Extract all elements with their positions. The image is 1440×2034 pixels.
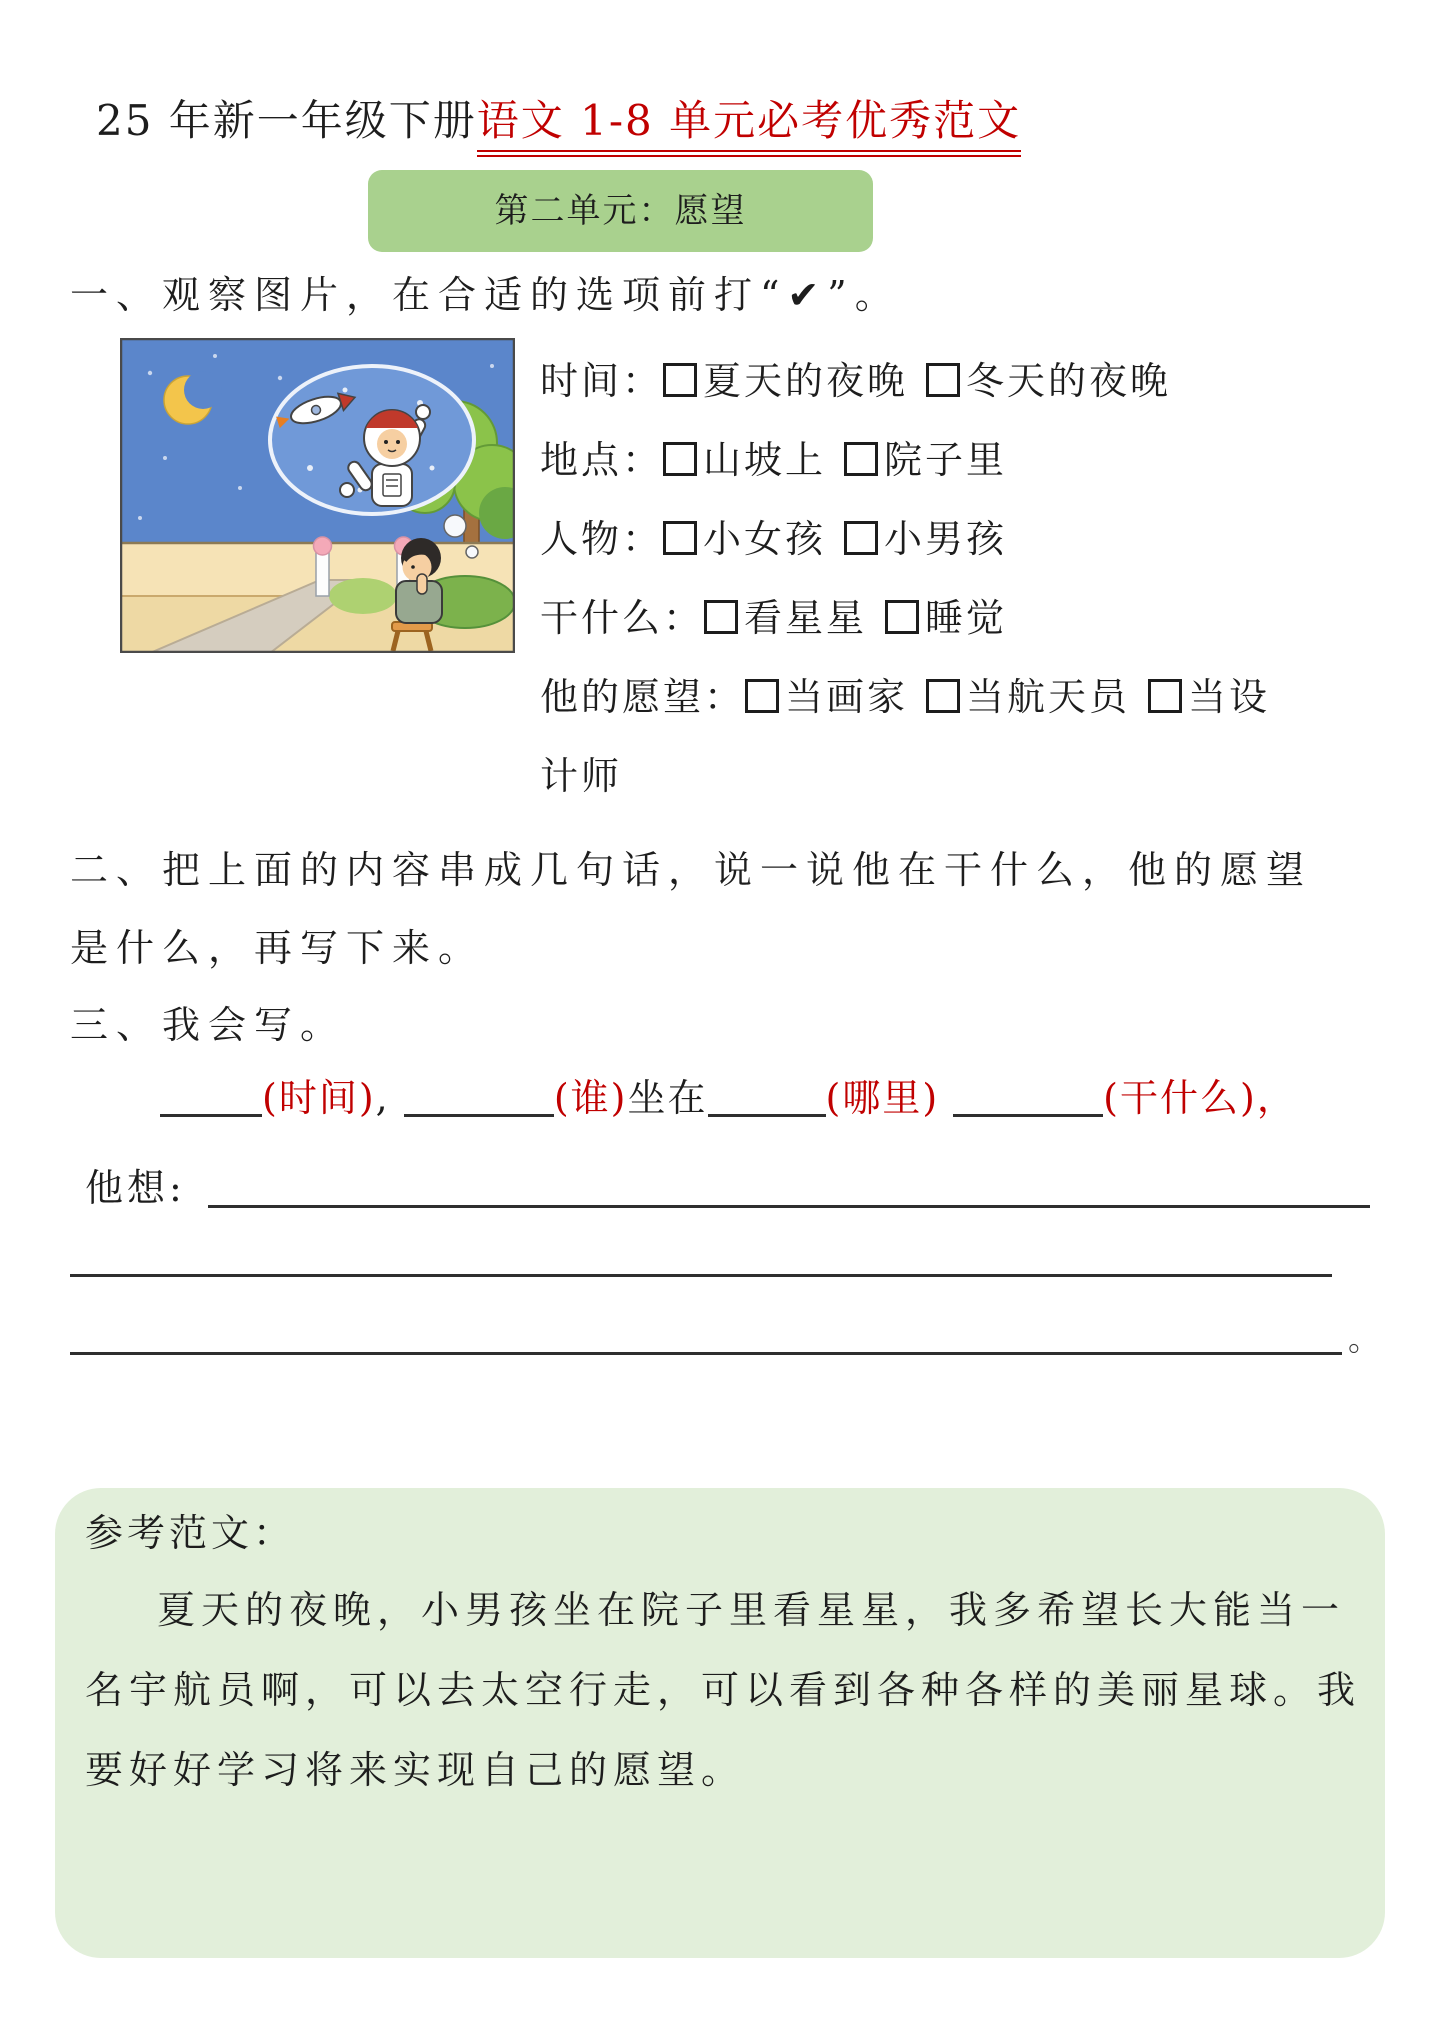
section2-line1: 二、把上面的内容串成几句话，说一说他在干什么，他的愿望	[70, 848, 1313, 892]
hint-where: (哪里)	[825, 1076, 940, 1120]
option-row-label: 时间：	[540, 359, 664, 403]
option-row-label: 地点：	[540, 438, 664, 482]
checkbox[interactable]	[926, 363, 960, 397]
bubble-trail-small	[466, 546, 478, 558]
answer-line-1[interactable]	[208, 1128, 1370, 1208]
blank-what[interactable]	[953, 1075, 1103, 1117]
reference-line: 名宇航员啊，可以去太空行走，可以看到各种各样的美丽星球。我	[85, 1668, 1362, 1712]
reference-line: 夏天的夜晚，小男孩坐在院子里看星星，我多希望长大能当一	[157, 1588, 1346, 1632]
option-row	[540, 579, 1270, 658]
option-row-label: 他的愿望：	[540, 675, 746, 719]
option-row-label: 干什么：	[540, 596, 705, 640]
reference-line: 要好好学习将来实现自己的愿望。	[85, 1748, 746, 1792]
option-text: 当航天员	[966, 675, 1131, 719]
answer-line-3[interactable]	[70, 1277, 1342, 1355]
reference-box	[55, 1488, 1385, 1958]
option-row	[540, 500, 1270, 579]
option-row	[540, 421, 1270, 500]
checkbox[interactable]	[844, 521, 878, 555]
he-thinks-label: 他想:	[85, 1166, 186, 1210]
section2-line2: 是什么，再写下来。	[70, 926, 485, 970]
scene-illustration	[120, 338, 515, 653]
section3-heading: 三、我会写。	[70, 1003, 347, 1047]
bubble-trail-large	[444, 515, 466, 537]
hint-what: (干什么)，	[1103, 1076, 1297, 1120]
option-wrap-line: 计师	[540, 754, 623, 798]
option-row	[540, 342, 1270, 421]
title-prefix: 25 年新一年级下册	[96, 96, 477, 145]
section1-heading: 一、观察图片，在合适的选项前打“✔”。	[70, 273, 901, 317]
checkbox[interactable]	[663, 442, 697, 476]
title-highlight: 语文 1-8 单元必考优秀范文	[477, 96, 1021, 157]
checkbox[interactable]	[663, 521, 697, 555]
checkbox[interactable]	[704, 600, 738, 634]
sit-at-text: 坐在	[627, 1076, 708, 1120]
option-text: 睡觉	[925, 596, 1008, 640]
option-text: 山坡上	[703, 438, 827, 482]
option-text: 院子里	[884, 438, 1008, 482]
checkbox[interactable]	[745, 679, 779, 713]
option-text: 当画家	[785, 675, 909, 719]
option-text: 夏天的夜晚	[703, 359, 909, 403]
option-row	[540, 658, 1270, 737]
blank-where[interactable]	[708, 1075, 826, 1117]
checkbox[interactable]	[1148, 679, 1182, 713]
page-title	[96, 88, 1021, 148]
option-text: 冬天的夜晚	[966, 359, 1172, 403]
hint-who: (谁)	[553, 1076, 628, 1120]
sentence-period: 。	[1348, 1320, 1381, 1358]
hint-time: (时间)	[262, 1076, 376, 1120]
checkbox[interactable]	[844, 442, 878, 476]
option-text: 小男孩	[884, 517, 1008, 561]
reference-text	[85, 1570, 1361, 1810]
checkbox[interactable]	[885, 600, 919, 634]
option-text: 小女孩	[703, 517, 827, 561]
answer-line-2[interactable]	[70, 1199, 1332, 1277]
checkbox[interactable]	[663, 363, 697, 397]
fill-in-sentence	[160, 1058, 1297, 1138]
option-rows	[540, 342, 1270, 816]
blank-who[interactable]	[404, 1075, 554, 1117]
bush-light	[329, 578, 397, 614]
reference-label: 参考范文：	[85, 1511, 296, 1555]
boy	[396, 538, 442, 623]
option-text: 看星星	[744, 596, 868, 640]
checkbox[interactable]	[926, 679, 960, 713]
option-row-label: 人物：	[540, 517, 664, 561]
option-text: 当设	[1188, 675, 1271, 719]
unit-banner: 第二单元：愿望	[368, 170, 873, 252]
comma-after-time: ,	[375, 1076, 390, 1120]
blank-time[interactable]	[160, 1075, 262, 1117]
